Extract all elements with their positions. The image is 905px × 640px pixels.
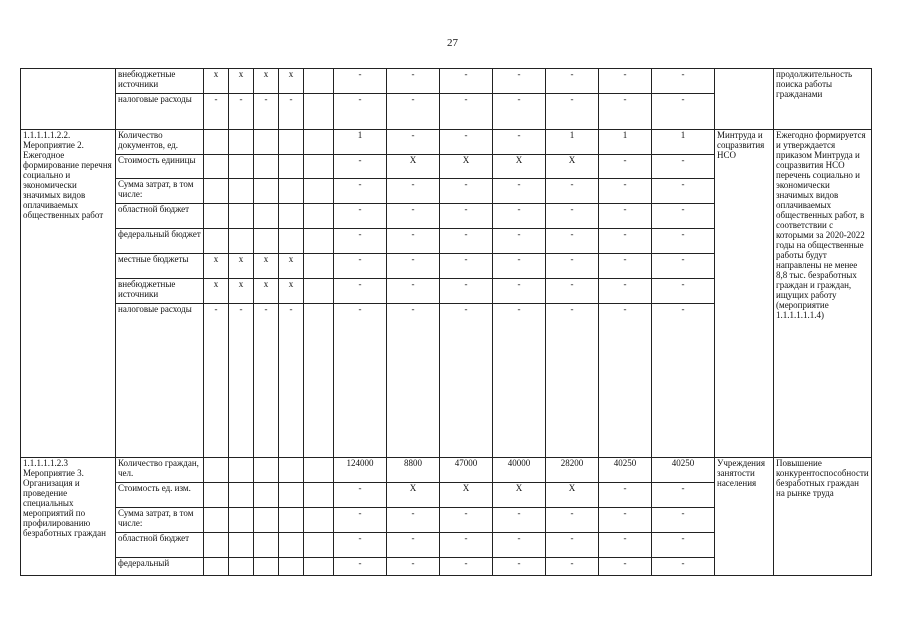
value-cell: [279, 558, 304, 576]
value-cell: [204, 204, 229, 229]
value-cell: -: [652, 229, 715, 254]
value-cell: Х: [387, 155, 440, 179]
value-cell: Х: [493, 483, 546, 508]
value-cell: -: [334, 204, 387, 229]
value-cell: [229, 508, 254, 533]
value-cell: 124000: [334, 458, 387, 483]
value-cell: -: [599, 304, 652, 458]
value-cell: -: [334, 155, 387, 179]
value-cell: -: [493, 229, 546, 254]
value-cell: -: [652, 304, 715, 458]
value-cell: -: [652, 558, 715, 576]
executor-cell: Минтруда и соцразвития НСО: [715, 130, 774, 458]
value-cell: -: [652, 69, 715, 94]
value-cell: Х: [440, 483, 493, 508]
value-cell: [279, 508, 304, 533]
value-cell: -: [652, 94, 715, 130]
value-cell: [254, 179, 279, 204]
value-cell: [279, 155, 304, 179]
value-cell: -: [599, 254, 652, 279]
value-cell: -: [334, 279, 387, 304]
value-cell: 8800: [387, 458, 440, 483]
value-cell: [204, 483, 229, 508]
value-cell: -: [387, 204, 440, 229]
value-cell: [304, 508, 334, 533]
expected-result-cell: продолжительность поиска работы гражданами: [774, 69, 872, 130]
value-cell: 1: [652, 130, 715, 155]
value-cell: -: [493, 69, 546, 94]
value-cell: [204, 229, 229, 254]
value-cell: [204, 179, 229, 204]
value-cell: -: [334, 508, 387, 533]
value-cell: -: [334, 533, 387, 558]
value-cell: -: [334, 229, 387, 254]
value-cell: -: [599, 279, 652, 304]
indicator-label: внебюджетные источники: [116, 279, 204, 304]
value-cell: -: [546, 94, 599, 130]
value-cell: х: [254, 279, 279, 304]
value-cell: -: [546, 204, 599, 229]
value-cell: [279, 229, 304, 254]
value-cell: [304, 458, 334, 483]
value-cell: -: [652, 179, 715, 204]
value-cell: -: [440, 204, 493, 229]
value-cell: х: [229, 279, 254, 304]
value-cell: [254, 533, 279, 558]
value-cell: -: [599, 69, 652, 94]
value-cell: х: [204, 69, 229, 94]
indicator-label: федеральный бюджет: [116, 229, 204, 254]
value-cell: Х: [546, 155, 599, 179]
value-cell: [279, 204, 304, 229]
value-cell: -: [440, 558, 493, 576]
value-cell: Х: [440, 155, 493, 179]
table-row: [21, 458, 872, 483]
page-number: 27: [447, 37, 458, 49]
indicator-label: областной бюджет: [116, 204, 204, 229]
value-cell: х: [204, 279, 229, 304]
value-cell: 1: [546, 130, 599, 155]
value-cell: [279, 458, 304, 483]
value-cell: -: [387, 304, 440, 458]
program-table: [20, 68, 872, 576]
value-cell: х: [254, 254, 279, 279]
value-cell: [254, 204, 279, 229]
value-cell: -: [599, 179, 652, 204]
value-cell: -: [279, 304, 304, 458]
value-cell: 40250: [652, 458, 715, 483]
expected-result-cell: Ежегодно формируется и утверждается приказом Минтруда и соцразвития НСО перечень социально и экономически значимых видов оплачиваемых общественных работ, в соответствии с которыми за 2020-2022 годы на общественные работы будут направлены не менее 8,8 тыс. безработных граждан и граждан, ищущих работу (мероприятие 1.1.1.1.1.1.4): [774, 130, 872, 458]
value-cell: -: [493, 94, 546, 130]
value-cell: [254, 458, 279, 483]
value-cell: -: [493, 533, 546, 558]
value-cell: х: [279, 279, 304, 304]
value-cell: [229, 483, 254, 508]
value-cell: -: [493, 508, 546, 533]
value-cell: [229, 204, 254, 229]
value-cell: [304, 204, 334, 229]
indicator-label: Сумма затрат, в том числе:: [116, 179, 204, 204]
value-cell: -: [493, 204, 546, 229]
value-cell: х: [229, 69, 254, 94]
value-cell: -: [440, 94, 493, 130]
value-cell: -: [204, 94, 229, 130]
value-cell: -: [546, 254, 599, 279]
table-body: [21, 69, 872, 576]
value-cell: [304, 558, 334, 576]
value-cell: -: [387, 179, 440, 204]
value-cell: [229, 558, 254, 576]
value-cell: -: [254, 94, 279, 130]
value-cell: [229, 229, 254, 254]
value-cell: х: [254, 69, 279, 94]
value-cell: [204, 508, 229, 533]
value-cell: -: [229, 304, 254, 458]
value-cell: [304, 254, 334, 279]
value-cell: [279, 179, 304, 204]
indicator-label: областной бюджет: [116, 533, 204, 558]
value-cell: [204, 155, 229, 179]
value-cell: -: [493, 304, 546, 458]
value-cell: -: [334, 483, 387, 508]
value-cell: -: [334, 69, 387, 94]
value-cell: -: [599, 533, 652, 558]
indicator-label: Сумма затрат, в том числе:: [116, 508, 204, 533]
value-cell: -: [440, 279, 493, 304]
value-cell: [304, 279, 334, 304]
value-cell: 47000: [440, 458, 493, 483]
value-cell: -: [652, 155, 715, 179]
value-cell: -: [652, 483, 715, 508]
value-cell: [254, 229, 279, 254]
value-cell: 1: [599, 130, 652, 155]
value-cell: Х: [546, 483, 599, 508]
value-cell: [304, 179, 334, 204]
value-cell: -: [546, 304, 599, 458]
value-cell: -: [493, 254, 546, 279]
executor-cell: Учреждения занятости населения: [715, 458, 774, 576]
value-cell: -: [493, 179, 546, 204]
indicator-label: Количество документов, ед.: [116, 130, 204, 155]
value-cell: -: [334, 558, 387, 576]
value-cell: 28200: [546, 458, 599, 483]
value-cell: [279, 483, 304, 508]
value-cell: -: [546, 508, 599, 533]
value-cell: -: [440, 130, 493, 155]
value-cell: -: [387, 254, 440, 279]
value-cell: -: [493, 558, 546, 576]
value-cell: -: [279, 94, 304, 130]
value-cell: -: [652, 204, 715, 229]
indicator-label: внебюджетные источники: [116, 69, 204, 94]
value-cell: [304, 69, 334, 94]
value-cell: -: [387, 533, 440, 558]
value-cell: -: [440, 254, 493, 279]
value-cell: -: [599, 558, 652, 576]
value-cell: -: [599, 508, 652, 533]
value-cell: -: [334, 179, 387, 204]
indicator-label: налоговые расходы: [116, 304, 204, 458]
table-row: [21, 130, 872, 155]
value-cell: -: [546, 69, 599, 94]
value-cell: [304, 155, 334, 179]
value-cell: [304, 229, 334, 254]
event-code-cell: [21, 69, 116, 130]
value-cell: -: [387, 279, 440, 304]
value-cell: -: [387, 508, 440, 533]
indicator-label: Количество граждан, чел.: [116, 458, 204, 483]
value-cell: Х: [387, 483, 440, 508]
expected-result-cell: Повышение конкурентоспособности безработных граждан на рынке труда: [774, 458, 872, 576]
value-cell: -: [387, 558, 440, 576]
value-cell: -: [652, 254, 715, 279]
value-cell: -: [440, 508, 493, 533]
value-cell: -: [599, 204, 652, 229]
value-cell: -: [254, 304, 279, 458]
value-cell: х: [279, 254, 304, 279]
indicator-label: федеральный: [116, 558, 204, 576]
value-cell: -: [334, 254, 387, 279]
value-cell: -: [334, 304, 387, 458]
value-cell: [229, 533, 254, 558]
value-cell: [204, 558, 229, 576]
value-cell: х: [204, 254, 229, 279]
value-cell: 40250: [599, 458, 652, 483]
value-cell: [304, 304, 334, 458]
value-cell: -: [440, 69, 493, 94]
value-cell: [204, 130, 229, 155]
value-cell: [229, 155, 254, 179]
executor-cell: [715, 69, 774, 130]
event-code-cell: 1.1.1.1.1.2.2. Мероприятие 2. Ежегодное формирование перечня социально и экономически значимых видов оплачиваемых общественных работ: [21, 130, 116, 458]
value-cell: [229, 130, 254, 155]
value-cell: [279, 130, 304, 155]
value-cell: -: [546, 558, 599, 576]
value-cell: 1: [334, 130, 387, 155]
value-cell: -: [546, 179, 599, 204]
value-cell: [254, 508, 279, 533]
value-cell: [304, 94, 334, 130]
value-cell: -: [599, 483, 652, 508]
value-cell: Х: [493, 155, 546, 179]
value-cell: -: [599, 229, 652, 254]
value-cell: -: [229, 94, 254, 130]
value-cell: 40000: [493, 458, 546, 483]
value-cell: х: [229, 254, 254, 279]
value-cell: -: [599, 94, 652, 130]
value-cell: -: [440, 179, 493, 204]
value-cell: -: [652, 279, 715, 304]
value-cell: [279, 533, 304, 558]
value-cell: -: [387, 69, 440, 94]
value-cell: -: [387, 94, 440, 130]
value-cell: -: [546, 279, 599, 304]
indicator-label: налоговые расходы: [116, 94, 204, 130]
value-cell: [254, 155, 279, 179]
indicator-label: Стоимость единицы: [116, 155, 204, 179]
value-cell: -: [440, 533, 493, 558]
value-cell: -: [440, 229, 493, 254]
indicator-label: местные бюджеты: [116, 254, 204, 279]
value-cell: -: [652, 533, 715, 558]
value-cell: -: [493, 130, 546, 155]
value-cell: -: [546, 229, 599, 254]
value-cell: [229, 458, 254, 483]
value-cell: [254, 558, 279, 576]
value-cell: [304, 533, 334, 558]
event-code-cell: 1.1.1.1.1.2.3 Мероприятие 3. Организация и проведение специальных мероприятий по профилированию безработных граждан: [21, 458, 116, 576]
value-cell: [304, 483, 334, 508]
value-cell: -: [652, 508, 715, 533]
value-cell: -: [387, 130, 440, 155]
value-cell: -: [546, 533, 599, 558]
value-cell: [254, 483, 279, 508]
value-cell: -: [493, 279, 546, 304]
value-cell: х: [279, 69, 304, 94]
value-cell: -: [387, 229, 440, 254]
table-row: [21, 69, 872, 94]
value-cell: -: [599, 155, 652, 179]
value-cell: [204, 458, 229, 483]
value-cell: -: [204, 304, 229, 458]
value-cell: [254, 130, 279, 155]
indicator-label: Стоимость ед. изм.: [116, 483, 204, 508]
value-cell: -: [440, 304, 493, 458]
value-cell: [204, 533, 229, 558]
value-cell: -: [334, 94, 387, 130]
value-cell: [304, 130, 334, 155]
value-cell: [229, 179, 254, 204]
